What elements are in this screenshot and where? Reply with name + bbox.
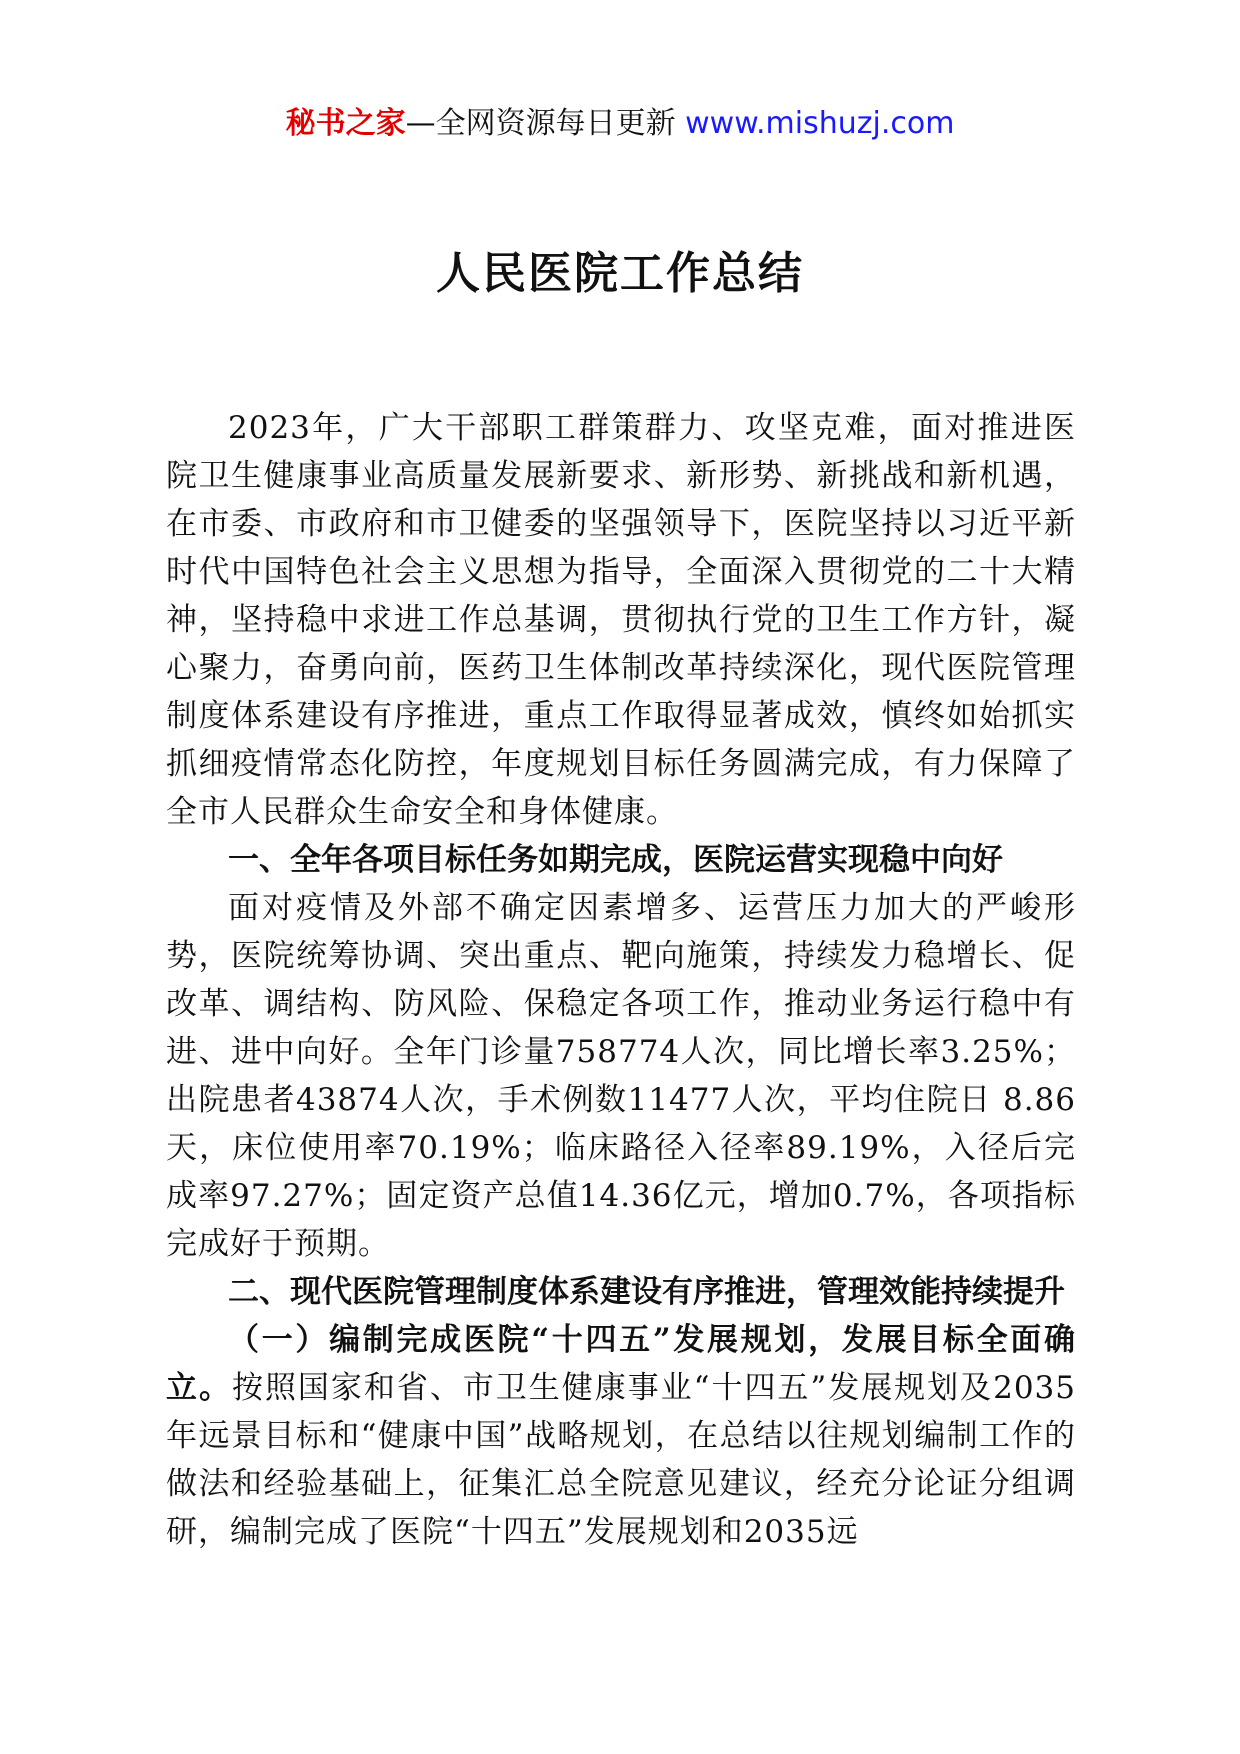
brand-name: 秘书之家 bbox=[285, 106, 406, 141]
section-1-heading: 一、全年各项目标任务如期完成，医院运营实现稳中向好 bbox=[228, 842, 1003, 878]
section-1-paragraph: 面对疫情及外部不确定因素增多、运营压力加大的严峻形势，医院统筹协调、突出重点、靶向施策，持续发力稳增长、促改革、调结构、防风险、保稳定各项工作，推动业务运行稳中有进、进中向好。全年门诊量758774人次，同比增长率3.25%；出院患者43874人次，手术例数11477人次，平均住院日 8.86 天，床位使用率70.19%；临床路径入径率89.19%，入径后完成率97.27%；固定资产总值14.36亿元，增加0.7%，各项指标完成好于预期。 bbox=[166, 890, 1076, 1262]
section-2-heading: 二、现代医院管理制度体系建设有序推进，管理效能持续提升 bbox=[228, 1274, 1065, 1310]
site-url-link[interactable]: www.mishuzj.com bbox=[685, 106, 955, 141]
document-body bbox=[166, 404, 1076, 1556]
section-2-paragraph bbox=[166, 1316, 1076, 1556]
document-title: 人民医院工作总结 bbox=[436, 248, 804, 299]
intro-paragraph: 2023年，广大干部职工群策群力、攻坚克难，面对推进医院卫生健康事业高质量发展新要求、新形势、新挑战和新机遇，在市委、市政府和市卫健委的坚强领导下，医院坚持以习近平新时代中国特色社会主义思想为指导，全面深入贯彻党的二十大精神，坚持稳中求进工作总基调，贯彻执行党的卫生工作方针，凝心聚力，奋勇向前，医药卫生体制改革持续深化，现代医院管理制度体系建设有序推进，重点工作取得显著成效，慎终如始抓实抓细疫情常态化防控，年度规划目标任务圆满完成，有力保障了全市人民群众生命安全和身体健康。 bbox=[166, 410, 1076, 830]
site-header bbox=[0, 104, 1240, 144]
section-2-sub-body: 按照国家和省、市卫生健康事业“十四五”发展规划及2035年远景目标和“健康中国”战略规划，在总结以往规划编制工作的做法和经验基础上，征集汇总全院意见建议，经充分论证分组调研，编制完成了医院“十四五”发展规划和2035远 bbox=[166, 1370, 1077, 1550]
section-2-subheading: （一）编制完成医院“十四五”发展规划，发展目标全面确立。 bbox=[166, 1322, 1076, 1406]
header-tagline: —全网资源每日更新 bbox=[405, 106, 676, 141]
